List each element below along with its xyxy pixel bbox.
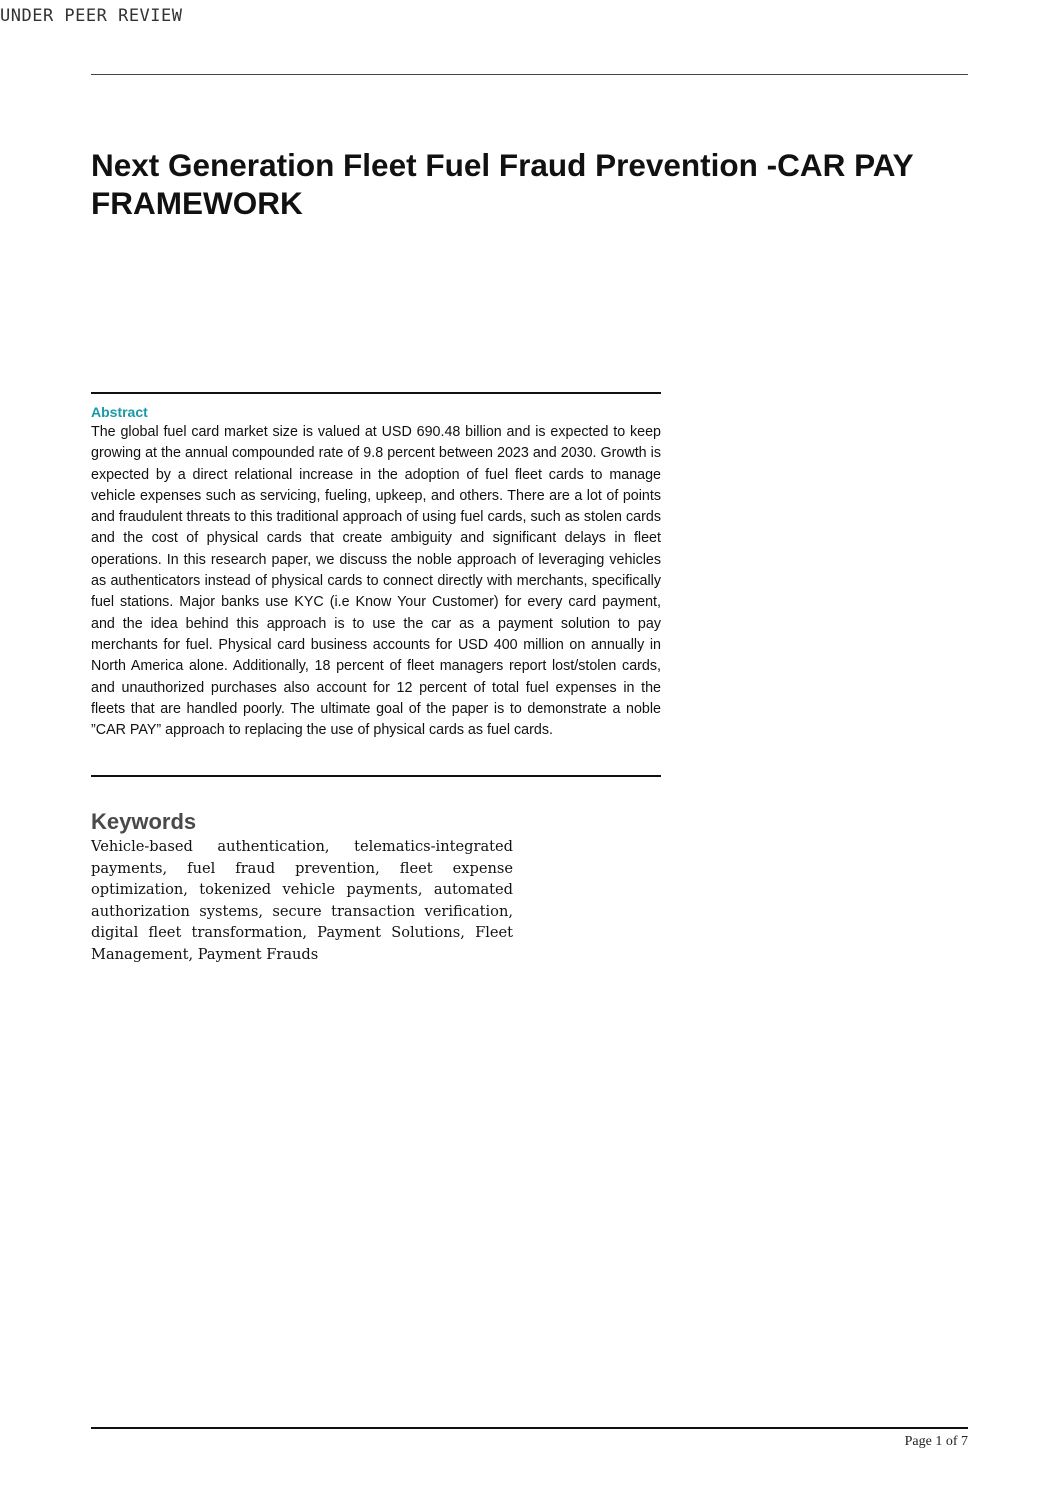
paper-title: Next Generation Fleet Fuel Fraud Prevention -CAR PAY FRAMEWORK xyxy=(91,147,914,221)
abstract-text: The global fuel card market size is valued at USD 690.48 billion and is expected to keep growing at the annual compounded rate of 9.8 percent between 2023 and 2030. Growth is expected by a direct relational increase in the adoption of fuel fleet cards to manage vehicle expenses such as servicing, fueling, upkeep, and others. There are a lot of points and fraudulent threats to this traditional approach of using fuel cards, such as stolen cards and the cost of physical cards that create ambiguity and significant delays in fleet operations. In this research paper, we discuss the noble approach of leveraging vehicles as authenticators instead of physical cards to connect directly with merchants, specifically fuel stations. Major banks use KYC (i.e Know Your Customer) for every card payment, and the idea behind this approach is to use the car as a payment solution to pay merchants for fuel. Physical card business accounts for USD 400 million on annually in North America alone. Additionally, 18 percent of fleet managers report lost/stolen cards, and unauthorized purchases also account for 12 percent of total fuel expenses in the fleets that are handled poorly. The ultimate goal of the paper is to demonstrate a noble ”CAR PAY” approach to replacing the use of physical cards as fuel cards. xyxy=(91,424,661,739)
header-rule xyxy=(91,74,968,75)
abstract-heading: Abstract xyxy=(91,404,148,420)
abstract-section xyxy=(91,392,661,777)
keywords-text: Vehicle-based authentication, telematics-integrated payments, fuel fraud prevention, fleet expense optimization, tokenized vehicle payments, automated authorization systems, secure transaction verification, digital fleet transformation, Payment Solutions, Fleet Management, Payment Frauds xyxy=(91,838,513,963)
under-review-watermark: UNDER PEER REVIEW xyxy=(0,6,183,26)
page-number: Page 1 of 7 xyxy=(904,1434,968,1449)
footer-rule xyxy=(91,1427,968,1429)
keywords-heading: Keywords xyxy=(91,809,197,834)
